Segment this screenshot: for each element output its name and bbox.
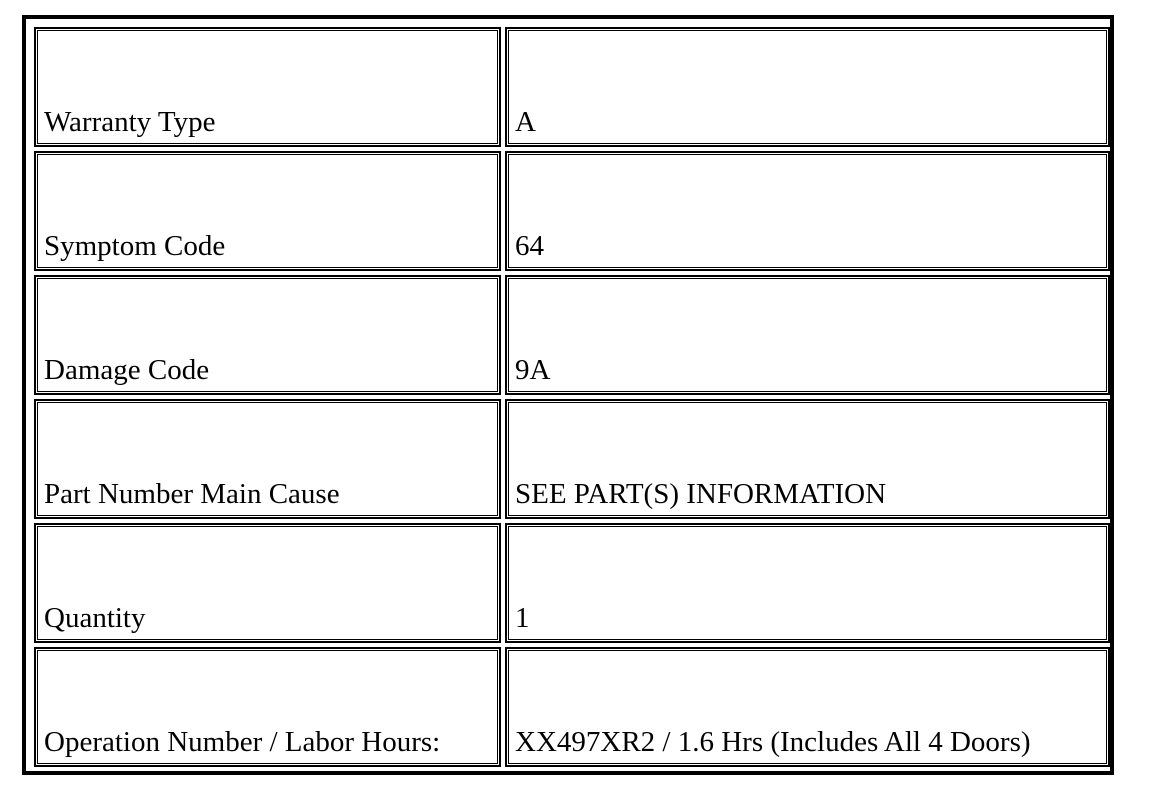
part-number-value: SEE PART(S) INFORMATION	[505, 399, 1110, 519]
damage-code-value: 9A	[505, 275, 1110, 395]
quantity-label: Quantity	[34, 523, 501, 643]
operation-number-value: XX497XR2 / 1.6 Hrs (Includes All 4 Doors)	[505, 647, 1110, 767]
warranty-type-value: A	[505, 27, 1110, 147]
operation-number-label: Operation Number / Labor Hours:	[34, 647, 501, 767]
table-row-damage-code	[34, 275, 1110, 395]
claim-fields-table	[30, 23, 1114, 771]
table-row-part-number	[34, 399, 1110, 519]
damage-code-label: Damage Code	[34, 275, 501, 395]
warranty-claim-table	[22, 15, 1114, 775]
symptom-code-label: Symptom Code	[34, 151, 501, 271]
table-row-quantity	[34, 523, 1110, 643]
table-row-operation-number	[34, 647, 1110, 767]
warranty-type-label: Warranty Type	[34, 27, 501, 147]
table-row-warranty-type	[34, 27, 1110, 147]
symptom-code-value: 64	[505, 151, 1110, 271]
part-number-label: Part Number Main Cause	[34, 399, 501, 519]
table-row-symptom-code	[34, 151, 1110, 271]
quantity-value: 1	[505, 523, 1110, 643]
